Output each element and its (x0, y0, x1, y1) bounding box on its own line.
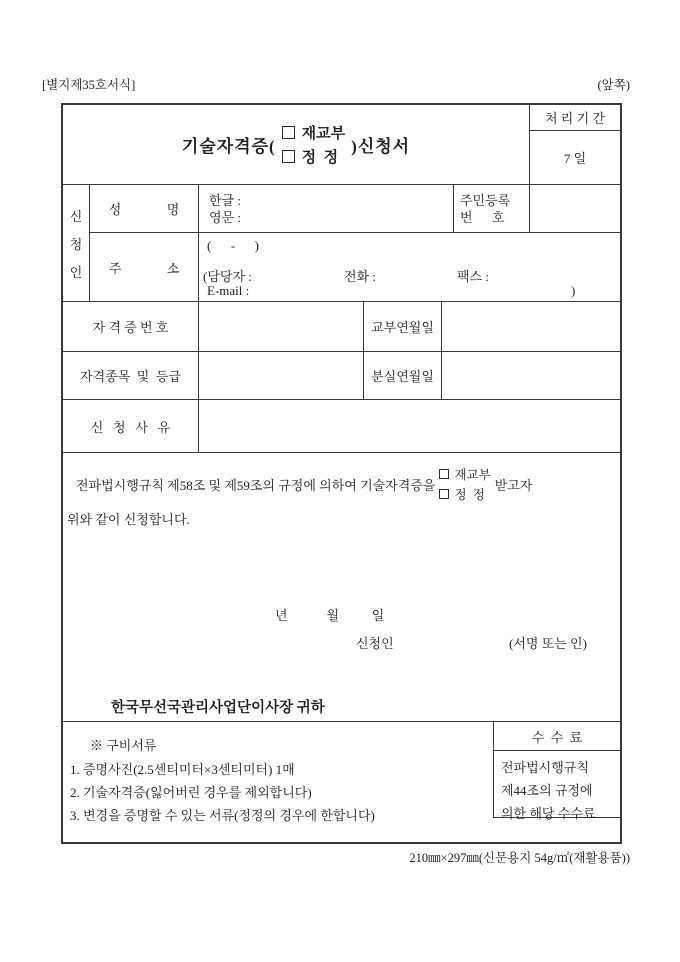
cert-number-value-cell (199, 302, 364, 352)
attachment-item-1: 1. 증명사진(2.5센티미터×3센티미터) 1매 (70, 762, 295, 777)
fax-label: 팩스 : (457, 269, 489, 284)
declaration-text: 전파법시행규칙 제58조 및 제59조의 규정에 의하여 기술자격증을 (76, 477, 436, 493)
attachments-section (63, 722, 493, 842)
attachment-item-3: 3. 변경을 증명할 수 있는 서류(정정의 경우에 한합니다) (70, 808, 375, 823)
fee-line-3: 의한 해당 수수료 (501, 806, 596, 821)
declaration-line1 (76, 465, 532, 503)
option-reissue-label: 재교부 (301, 126, 346, 142)
loss-date-label: 분실연월일 (364, 352, 442, 400)
declaration-checkbox-reissue-icon[interactable] (439, 469, 449, 479)
name-english-label: 영문 : (209, 209, 241, 225)
fee-section (493, 722, 620, 821)
name-input-cell (199, 185, 454, 233)
recipient-line: 한국무선국관리사업단이사장 귀하 (111, 700, 325, 716)
fee-header: 수 수 료 (494, 722, 620, 751)
applicant-char-1: 신 (69, 208, 83, 224)
option-correction-label: 정 정 (301, 150, 339, 166)
phone-label: 전화 : (344, 269, 376, 284)
name-korean-label: 한글 : (209, 192, 241, 208)
rrn-label (454, 185, 530, 233)
loss-date-value-cell (442, 352, 620, 400)
email-label: E-mail : (207, 283, 250, 298)
attachment-item-2: 2. 기술자격증(잃어버린 경우를 제외합니다) (70, 785, 312, 800)
declaration-checkbox-correction-icon[interactable] (439, 489, 449, 499)
date-line: 년 월 일 (275, 608, 385, 623)
fee-line-2: 제44조의 규정에 (501, 783, 593, 798)
reason-value-cell (199, 400, 620, 453)
rrn-label-line2: 번 호 (460, 209, 505, 225)
fee-body (494, 751, 620, 825)
form-code: [별지제35호서식] (42, 78, 136, 92)
processing-time-value: 7 일 (530, 131, 620, 185)
applicant-section-label (63, 185, 90, 302)
checkbox-correction-icon[interactable] (282, 150, 295, 163)
title-suffix: )신청서 (351, 137, 411, 156)
rrn-value-cell (530, 185, 620, 233)
attachments-title: ※ 구비서류 (90, 738, 157, 753)
declaration-option-reissue-label: 재교부 (454, 468, 491, 482)
form-table (61, 103, 622, 844)
signature-or-seal-label: (서명 또는 인) (509, 636, 587, 651)
processing-time-header: 처 리 기 간 (530, 105, 620, 131)
postal-code-label: ( - ) (207, 238, 259, 253)
title-prefix: 기술자격증( (181, 137, 276, 156)
paper-size-note: 210㎜×297㎜(신문용지 54g/㎡(재활용품)) (409, 851, 630, 865)
contact-close-paren: ) (571, 283, 576, 298)
category-label: 자격종목 및 등급 (63, 352, 199, 400)
category-value-cell (199, 352, 364, 400)
issue-date-label: 교부연월일 (364, 302, 442, 352)
declaration-option-correction-label: 정 정 (454, 488, 485, 502)
declaration-options (439, 465, 490, 503)
title-options (282, 122, 345, 167)
contact-person-label: (담당자 : (203, 269, 252, 284)
address-input-cell (199, 233, 620, 302)
applicant-char-2: 청 (69, 236, 83, 252)
issue-date-value-cell (442, 302, 620, 352)
declaration-text-end: 받고자 (494, 477, 533, 493)
form-title-cell (63, 105, 530, 185)
fee-line-1: 전파법시행규칙 (501, 760, 589, 775)
applicant-char-3: 인 (69, 264, 83, 280)
declaration-line2: 위와 같이 신청합니다. (67, 512, 190, 527)
name-label: 성 명 (90, 185, 199, 233)
reason-label: 신 청 사 유 (63, 400, 199, 453)
rrn-label-line1: 주민등록 (460, 192, 511, 208)
cert-number-label: 자 격 증 번 호 (63, 302, 199, 352)
declaration-section (63, 453, 620, 722)
checkbox-reissue-icon[interactable] (282, 126, 295, 139)
applicant-signature-label: 신청인 (356, 636, 394, 651)
page-side-label: (앞쪽) (597, 78, 630, 92)
address-label: 주 소 (90, 233, 199, 302)
